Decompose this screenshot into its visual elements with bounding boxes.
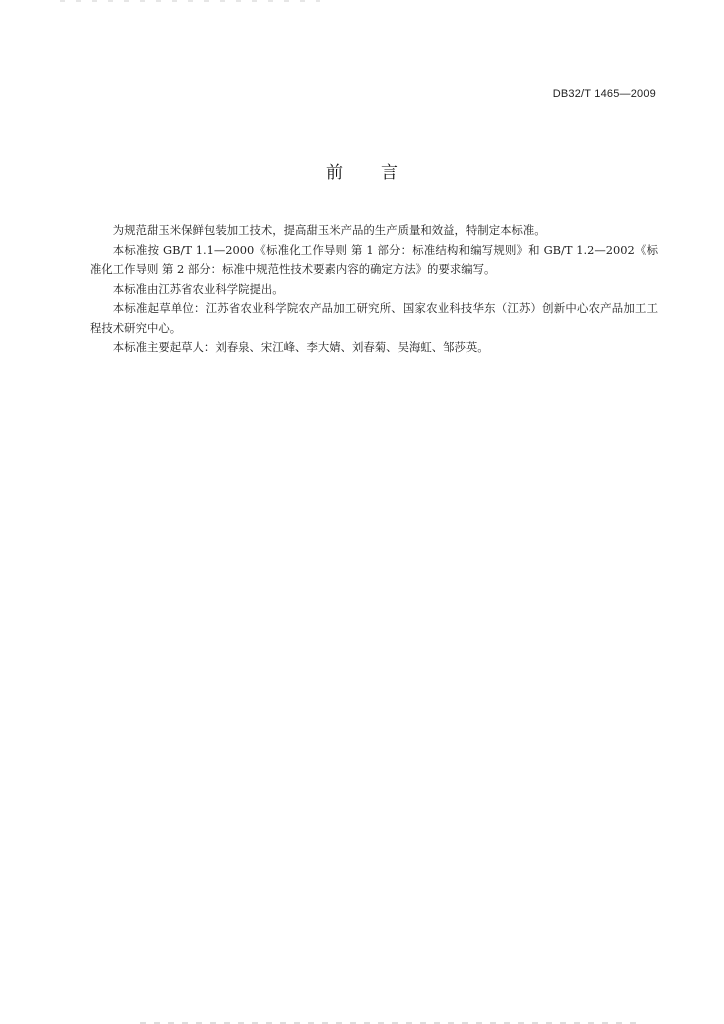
foreword-body <box>90 221 658 358</box>
paragraph-proposer: 本标准由江苏省农业科学院提出。 <box>112 281 284 296</box>
paragraph-purpose: 为规范甜玉米保鲜包装加工技术，提高甜玉米产品的生产质量和效益，特制定本标准。 <box>112 223 546 237</box>
paragraph-drafting-rules: 本标准按 GB/T 1.1—2000《标准化工作导则 第 1 部分：标准结构和编写规则》和 GB/T 1.2—2002《标准化工作导则 第 2 部分：标准中规范性技术要素内容的确定方法》的要求编写。 <box>90 242 658 276</box>
paragraph-drafting-units: 本标准起草单位：江苏省农业科学院农产品加工研究所、国家农业科技华东（江苏）创新中心农产品加工工程技术研究中心。 <box>90 301 658 335</box>
paragraph-drafters: 本标准主要起草人：刘春泉、宋江峰、李大婧、刘春菊、吴海虹、邹莎英。 <box>112 340 489 354</box>
document-code: DB32/T 1465—2009 <box>552 88 656 100</box>
page-title: 前言 <box>326 163 436 183</box>
scan-artifact-top <box>60 0 320 2</box>
